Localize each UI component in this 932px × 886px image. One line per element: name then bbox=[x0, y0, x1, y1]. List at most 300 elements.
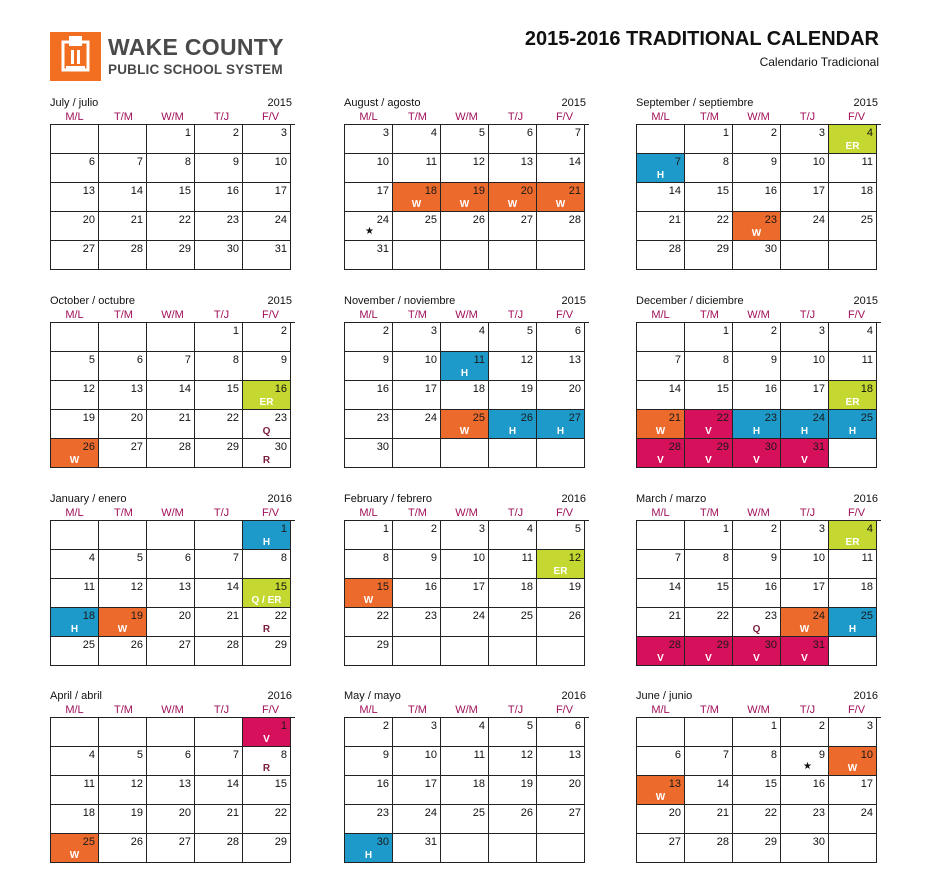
day-number: 2 bbox=[818, 720, 825, 732]
day-cell bbox=[489, 125, 537, 154]
weekday-label: W/M bbox=[747, 704, 770, 716]
day-cell bbox=[441, 241, 489, 270]
month-header bbox=[636, 97, 881, 111]
day-number: 19 bbox=[130, 610, 143, 622]
day-cell bbox=[489, 521, 537, 550]
day-cell bbox=[829, 381, 877, 410]
day-number: 23 bbox=[764, 610, 777, 622]
month-year: 2016 bbox=[267, 493, 292, 505]
day-number: 28 bbox=[668, 639, 681, 651]
day-cell bbox=[195, 805, 243, 834]
day-cell bbox=[829, 718, 877, 747]
day-cell bbox=[51, 410, 99, 439]
weekday-header bbox=[636, 309, 881, 322]
day-number: 20 bbox=[568, 778, 581, 790]
day-number: 17 bbox=[812, 185, 825, 197]
day-cell bbox=[733, 550, 781, 579]
day-number: 30 bbox=[764, 441, 777, 453]
day-number: 16 bbox=[764, 581, 777, 593]
day-code: ER bbox=[845, 141, 860, 152]
day-cell bbox=[243, 550, 291, 579]
day-number: 26 bbox=[520, 412, 533, 424]
wcpss-logo bbox=[50, 32, 284, 81]
day-cell bbox=[829, 550, 877, 579]
day-cell bbox=[441, 550, 489, 579]
page-title: 2015-2016 TRADITIONAL CALENDAR bbox=[524, 28, 879, 50]
day-number: 16 bbox=[376, 383, 389, 395]
day-cell bbox=[51, 805, 99, 834]
day-cell bbox=[441, 212, 489, 241]
day-cell bbox=[637, 805, 685, 834]
day-number: 23 bbox=[376, 412, 389, 424]
day-cell bbox=[637, 381, 685, 410]
month-block bbox=[636, 97, 881, 270]
day-number: 8 bbox=[722, 552, 729, 564]
day-number: 1 bbox=[722, 325, 729, 337]
weekday-label: W/M bbox=[455, 704, 478, 716]
day-cell bbox=[345, 521, 393, 550]
day-number: 6 bbox=[526, 127, 533, 139]
day-cell bbox=[829, 154, 877, 183]
day-number: 5 bbox=[88, 354, 95, 366]
day-cell bbox=[441, 352, 489, 381]
month-name: May / mayo bbox=[344, 690, 401, 702]
day-number: 7 bbox=[574, 127, 581, 139]
day-code: V bbox=[263, 734, 270, 745]
day-cell bbox=[393, 579, 441, 608]
day-cell bbox=[489, 241, 537, 270]
day-number: 6 bbox=[184, 552, 191, 564]
weekday-label: T/M bbox=[408, 309, 427, 321]
day-number: 28 bbox=[568, 214, 581, 226]
day-number: 21 bbox=[716, 807, 729, 819]
weekday-label: M/L bbox=[359, 507, 378, 519]
day-number: 20 bbox=[82, 214, 95, 226]
day-code: H bbox=[848, 426, 857, 437]
day-number: 10 bbox=[812, 354, 825, 366]
day-cell bbox=[489, 439, 537, 468]
day-number: 26 bbox=[520, 807, 533, 819]
day-cell bbox=[393, 776, 441, 805]
day-number: 6 bbox=[136, 354, 143, 366]
month-header bbox=[636, 493, 881, 507]
day-number: 24 bbox=[424, 807, 437, 819]
day-cell bbox=[685, 125, 733, 154]
day-number: 17 bbox=[812, 383, 825, 395]
day-cell bbox=[243, 241, 291, 270]
day-cell bbox=[733, 183, 781, 212]
day-cell bbox=[489, 805, 537, 834]
day-number: 27 bbox=[82, 243, 95, 255]
weekday-label: W/M bbox=[455, 507, 478, 519]
day-number: 26 bbox=[472, 214, 485, 226]
day-number: 7 bbox=[184, 354, 191, 366]
weekday-header bbox=[344, 507, 589, 520]
day-cell bbox=[637, 747, 685, 776]
day-number: 25 bbox=[472, 807, 485, 819]
day-cell bbox=[195, 183, 243, 212]
day-cell bbox=[781, 381, 829, 410]
day-code: V bbox=[705, 455, 712, 466]
day-number: 30 bbox=[274, 441, 287, 453]
day-number: 18 bbox=[424, 185, 437, 197]
day-cell bbox=[441, 579, 489, 608]
month-year: 2016 bbox=[853, 493, 878, 505]
weekday-label: T/M bbox=[700, 704, 719, 716]
day-number: 31 bbox=[812, 639, 825, 651]
day-number: 26 bbox=[568, 610, 581, 622]
day-cell bbox=[637, 125, 685, 154]
day-code: W bbox=[117, 624, 128, 635]
day-cell bbox=[733, 212, 781, 241]
day-cell bbox=[537, 747, 585, 776]
day-number: 22 bbox=[376, 610, 389, 622]
day-cell bbox=[537, 776, 585, 805]
month-grid bbox=[50, 322, 295, 468]
day-cell bbox=[393, 637, 441, 666]
month-header bbox=[50, 97, 295, 111]
weekday-label: W/M bbox=[161, 507, 184, 519]
day-cell bbox=[195, 550, 243, 579]
day-number: 21 bbox=[226, 807, 239, 819]
day-number: 29 bbox=[178, 243, 191, 255]
day-cell bbox=[637, 579, 685, 608]
day-cell bbox=[537, 550, 585, 579]
day-number: 18 bbox=[82, 807, 95, 819]
day-cell bbox=[243, 439, 291, 468]
month-header bbox=[636, 295, 881, 309]
weekday-label: M/L bbox=[65, 309, 84, 321]
day-cell bbox=[829, 834, 877, 863]
day-number: 14 bbox=[716, 778, 729, 790]
day-code: V bbox=[753, 653, 760, 664]
month-name: December / diciembre bbox=[636, 295, 744, 307]
day-number: 5 bbox=[574, 523, 581, 535]
day-number: 10 bbox=[472, 552, 485, 564]
weekday-label: F/V bbox=[847, 704, 866, 716]
month-name: March / marzo bbox=[636, 493, 707, 505]
day-cell bbox=[147, 550, 195, 579]
day-cell bbox=[685, 718, 733, 747]
day-number: 4 bbox=[866, 325, 873, 337]
month-year: 2015 bbox=[561, 97, 586, 109]
weekday-label: T/M bbox=[114, 704, 133, 716]
day-number: 13 bbox=[568, 749, 581, 761]
day-number: 26 bbox=[130, 836, 143, 848]
day-cell bbox=[393, 608, 441, 637]
day-number: 2 bbox=[280, 325, 287, 337]
day-code: W bbox=[363, 595, 374, 606]
day-cell bbox=[345, 352, 393, 381]
day-number: 10 bbox=[424, 354, 437, 366]
day-number: 9 bbox=[770, 156, 777, 168]
day-cell bbox=[99, 323, 147, 352]
day-cell bbox=[829, 439, 877, 468]
day-number: 12 bbox=[82, 383, 95, 395]
day-number: 12 bbox=[130, 581, 143, 593]
day-cell bbox=[685, 521, 733, 550]
day-cell bbox=[537, 352, 585, 381]
day-note: R bbox=[262, 624, 271, 635]
day-cell bbox=[537, 521, 585, 550]
month-year: 2015 bbox=[267, 97, 292, 109]
day-number: 9 bbox=[770, 552, 777, 564]
month-year: 2015 bbox=[853, 295, 878, 307]
day-cell bbox=[441, 834, 489, 863]
day-number: 24 bbox=[472, 610, 485, 622]
weekday-header bbox=[50, 704, 295, 717]
day-cell bbox=[441, 323, 489, 352]
day-cell bbox=[685, 323, 733, 352]
day-cell bbox=[733, 805, 781, 834]
day-cell bbox=[685, 747, 733, 776]
weekday-label: T/M bbox=[114, 507, 133, 519]
month-header bbox=[344, 295, 589, 309]
day-cell bbox=[393, 439, 441, 468]
day-number: 10 bbox=[860, 749, 873, 761]
logo-line2: PUBLIC SCHOOL SYSTEM bbox=[108, 62, 283, 78]
day-cell bbox=[733, 579, 781, 608]
day-cell bbox=[441, 776, 489, 805]
day-cell bbox=[537, 637, 585, 666]
day-cell bbox=[345, 323, 393, 352]
day-code: H bbox=[262, 537, 271, 548]
day-cell bbox=[243, 125, 291, 154]
day-cell bbox=[147, 154, 195, 183]
day-cell bbox=[195, 410, 243, 439]
day-cell bbox=[393, 183, 441, 212]
day-number: 8 bbox=[722, 156, 729, 168]
day-number: 22 bbox=[764, 807, 777, 819]
month-block bbox=[344, 690, 589, 863]
day-number: 29 bbox=[764, 836, 777, 848]
day-number: 10 bbox=[812, 156, 825, 168]
day-number: 16 bbox=[764, 383, 777, 395]
day-number: 3 bbox=[430, 325, 437, 337]
day-cell bbox=[243, 323, 291, 352]
day-cell bbox=[243, 410, 291, 439]
day-cell bbox=[685, 381, 733, 410]
day-cell bbox=[781, 521, 829, 550]
day-cell bbox=[99, 834, 147, 863]
day-cell bbox=[781, 718, 829, 747]
weekday-label: T/M bbox=[408, 507, 427, 519]
day-number: 9 bbox=[430, 552, 437, 564]
day-number: 20 bbox=[520, 185, 533, 197]
day-cell bbox=[243, 776, 291, 805]
day-number: 12 bbox=[520, 749, 533, 761]
day-cell bbox=[685, 439, 733, 468]
month-grid bbox=[50, 717, 295, 863]
day-cell bbox=[537, 125, 585, 154]
day-number: 10 bbox=[812, 552, 825, 564]
day-cell bbox=[345, 241, 393, 270]
day-cell bbox=[393, 550, 441, 579]
day-cell bbox=[51, 608, 99, 637]
weekday-label: F/V bbox=[847, 507, 866, 519]
day-cell bbox=[99, 521, 147, 550]
day-code: H bbox=[70, 624, 79, 635]
day-cell bbox=[441, 381, 489, 410]
day-note: Q bbox=[752, 624, 761, 635]
day-cell bbox=[345, 410, 393, 439]
day-cell bbox=[147, 718, 195, 747]
day-cell bbox=[345, 805, 393, 834]
day-cell bbox=[195, 241, 243, 270]
day-number: 4 bbox=[866, 127, 873, 139]
month-grid bbox=[636, 124, 881, 270]
day-number: 15 bbox=[226, 383, 239, 395]
weekday-header bbox=[344, 309, 589, 322]
day-number: 16 bbox=[226, 185, 239, 197]
weekday-label: W/M bbox=[455, 309, 478, 321]
day-number: 24 bbox=[376, 214, 389, 226]
day-cell bbox=[195, 521, 243, 550]
day-cell bbox=[489, 550, 537, 579]
day-number: 28 bbox=[178, 441, 191, 453]
weekday-label: M/L bbox=[359, 704, 378, 716]
day-number: 19 bbox=[520, 383, 533, 395]
day-number: 8 bbox=[184, 156, 191, 168]
day-number: 17 bbox=[472, 581, 485, 593]
day-cell bbox=[733, 381, 781, 410]
day-cell bbox=[345, 747, 393, 776]
day-cell bbox=[733, 521, 781, 550]
weekday-header bbox=[636, 507, 881, 520]
day-cell bbox=[685, 608, 733, 637]
day-cell bbox=[685, 834, 733, 863]
day-number: 21 bbox=[668, 412, 681, 424]
day-cell bbox=[781, 608, 829, 637]
weekday-label: F/V bbox=[847, 111, 866, 123]
day-code: W bbox=[655, 792, 666, 803]
day-number: 18 bbox=[860, 185, 873, 197]
day-code: V bbox=[801, 455, 808, 466]
day-cell bbox=[99, 241, 147, 270]
day-cell bbox=[441, 154, 489, 183]
day-cell bbox=[781, 125, 829, 154]
day-number: 19 bbox=[82, 412, 95, 424]
day-note: Q bbox=[262, 426, 271, 437]
day-cell bbox=[537, 381, 585, 410]
day-number: 18 bbox=[520, 581, 533, 593]
day-number: 25 bbox=[424, 214, 437, 226]
weekday-label: M/L bbox=[65, 507, 84, 519]
day-cell bbox=[51, 125, 99, 154]
day-number: 8 bbox=[280, 552, 287, 564]
day-number: 14 bbox=[226, 581, 239, 593]
day-code: ER bbox=[259, 397, 274, 408]
day-cell bbox=[345, 212, 393, 241]
day-number: 13 bbox=[82, 185, 95, 197]
day-cell bbox=[733, 608, 781, 637]
day-cell bbox=[345, 550, 393, 579]
day-number: 23 bbox=[764, 214, 777, 226]
day-number: 31 bbox=[424, 836, 437, 848]
day-number: 30 bbox=[376, 836, 389, 848]
day-cell bbox=[147, 352, 195, 381]
day-cell bbox=[195, 212, 243, 241]
day-cell bbox=[99, 637, 147, 666]
day-cell bbox=[243, 834, 291, 863]
day-cell bbox=[243, 747, 291, 776]
day-number: 27 bbox=[178, 639, 191, 651]
day-cell bbox=[243, 352, 291, 381]
day-number: 21 bbox=[178, 412, 191, 424]
weekday-label: T/M bbox=[114, 111, 133, 123]
day-number: 21 bbox=[668, 610, 681, 622]
day-cell bbox=[147, 805, 195, 834]
day-number: 1 bbox=[770, 720, 777, 732]
day-number: 1 bbox=[280, 523, 287, 535]
day-cell bbox=[147, 637, 195, 666]
day-cell bbox=[441, 410, 489, 439]
day-cell bbox=[51, 154, 99, 183]
day-number: 24 bbox=[812, 610, 825, 622]
day-number: 14 bbox=[178, 383, 191, 395]
month-name: September / septiembre bbox=[636, 97, 754, 109]
day-number: 30 bbox=[764, 243, 777, 255]
day-number: 13 bbox=[178, 778, 191, 790]
day-cell bbox=[637, 637, 685, 666]
day-number: 20 bbox=[178, 610, 191, 622]
day-cell bbox=[489, 183, 537, 212]
day-number: 25 bbox=[860, 412, 873, 424]
day-code: H bbox=[556, 426, 565, 437]
day-cell bbox=[537, 183, 585, 212]
day-number: 2 bbox=[770, 127, 777, 139]
weekday-label: M/L bbox=[359, 111, 378, 123]
day-number: 1 bbox=[722, 127, 729, 139]
day-number: 1 bbox=[232, 325, 239, 337]
day-cell bbox=[393, 805, 441, 834]
day-cell bbox=[147, 125, 195, 154]
day-number: 24 bbox=[812, 412, 825, 424]
weekday-label: T/M bbox=[408, 111, 427, 123]
day-cell bbox=[637, 241, 685, 270]
day-number: 29 bbox=[274, 639, 287, 651]
day-cell bbox=[637, 834, 685, 863]
weekday-label: W/M bbox=[747, 309, 770, 321]
day-cell bbox=[345, 183, 393, 212]
weekday-label: T/J bbox=[507, 309, 524, 321]
day-cell bbox=[685, 410, 733, 439]
day-number: 1 bbox=[382, 523, 389, 535]
day-number: 28 bbox=[716, 836, 729, 848]
day-number: 11 bbox=[425, 156, 437, 168]
weekday-label: T/J bbox=[213, 507, 230, 519]
star-icon: ★ bbox=[803, 761, 812, 772]
day-number: 27 bbox=[130, 441, 143, 453]
day-cell bbox=[781, 212, 829, 241]
day-number: 5 bbox=[526, 325, 533, 337]
day-number: 23 bbox=[274, 412, 287, 424]
day-number: 11 bbox=[861, 552, 873, 564]
day-number: 30 bbox=[764, 639, 777, 651]
day-cell bbox=[733, 637, 781, 666]
day-number: 17 bbox=[860, 778, 873, 790]
day-number: 22 bbox=[178, 214, 191, 226]
day-cell bbox=[489, 381, 537, 410]
day-number: 2 bbox=[770, 325, 777, 337]
day-cell bbox=[489, 410, 537, 439]
day-number: 8 bbox=[280, 749, 287, 761]
day-number: 25 bbox=[82, 639, 95, 651]
day-cell bbox=[51, 521, 99, 550]
day-code: H bbox=[508, 426, 517, 437]
day-cell bbox=[637, 718, 685, 747]
day-number: 23 bbox=[764, 412, 777, 424]
